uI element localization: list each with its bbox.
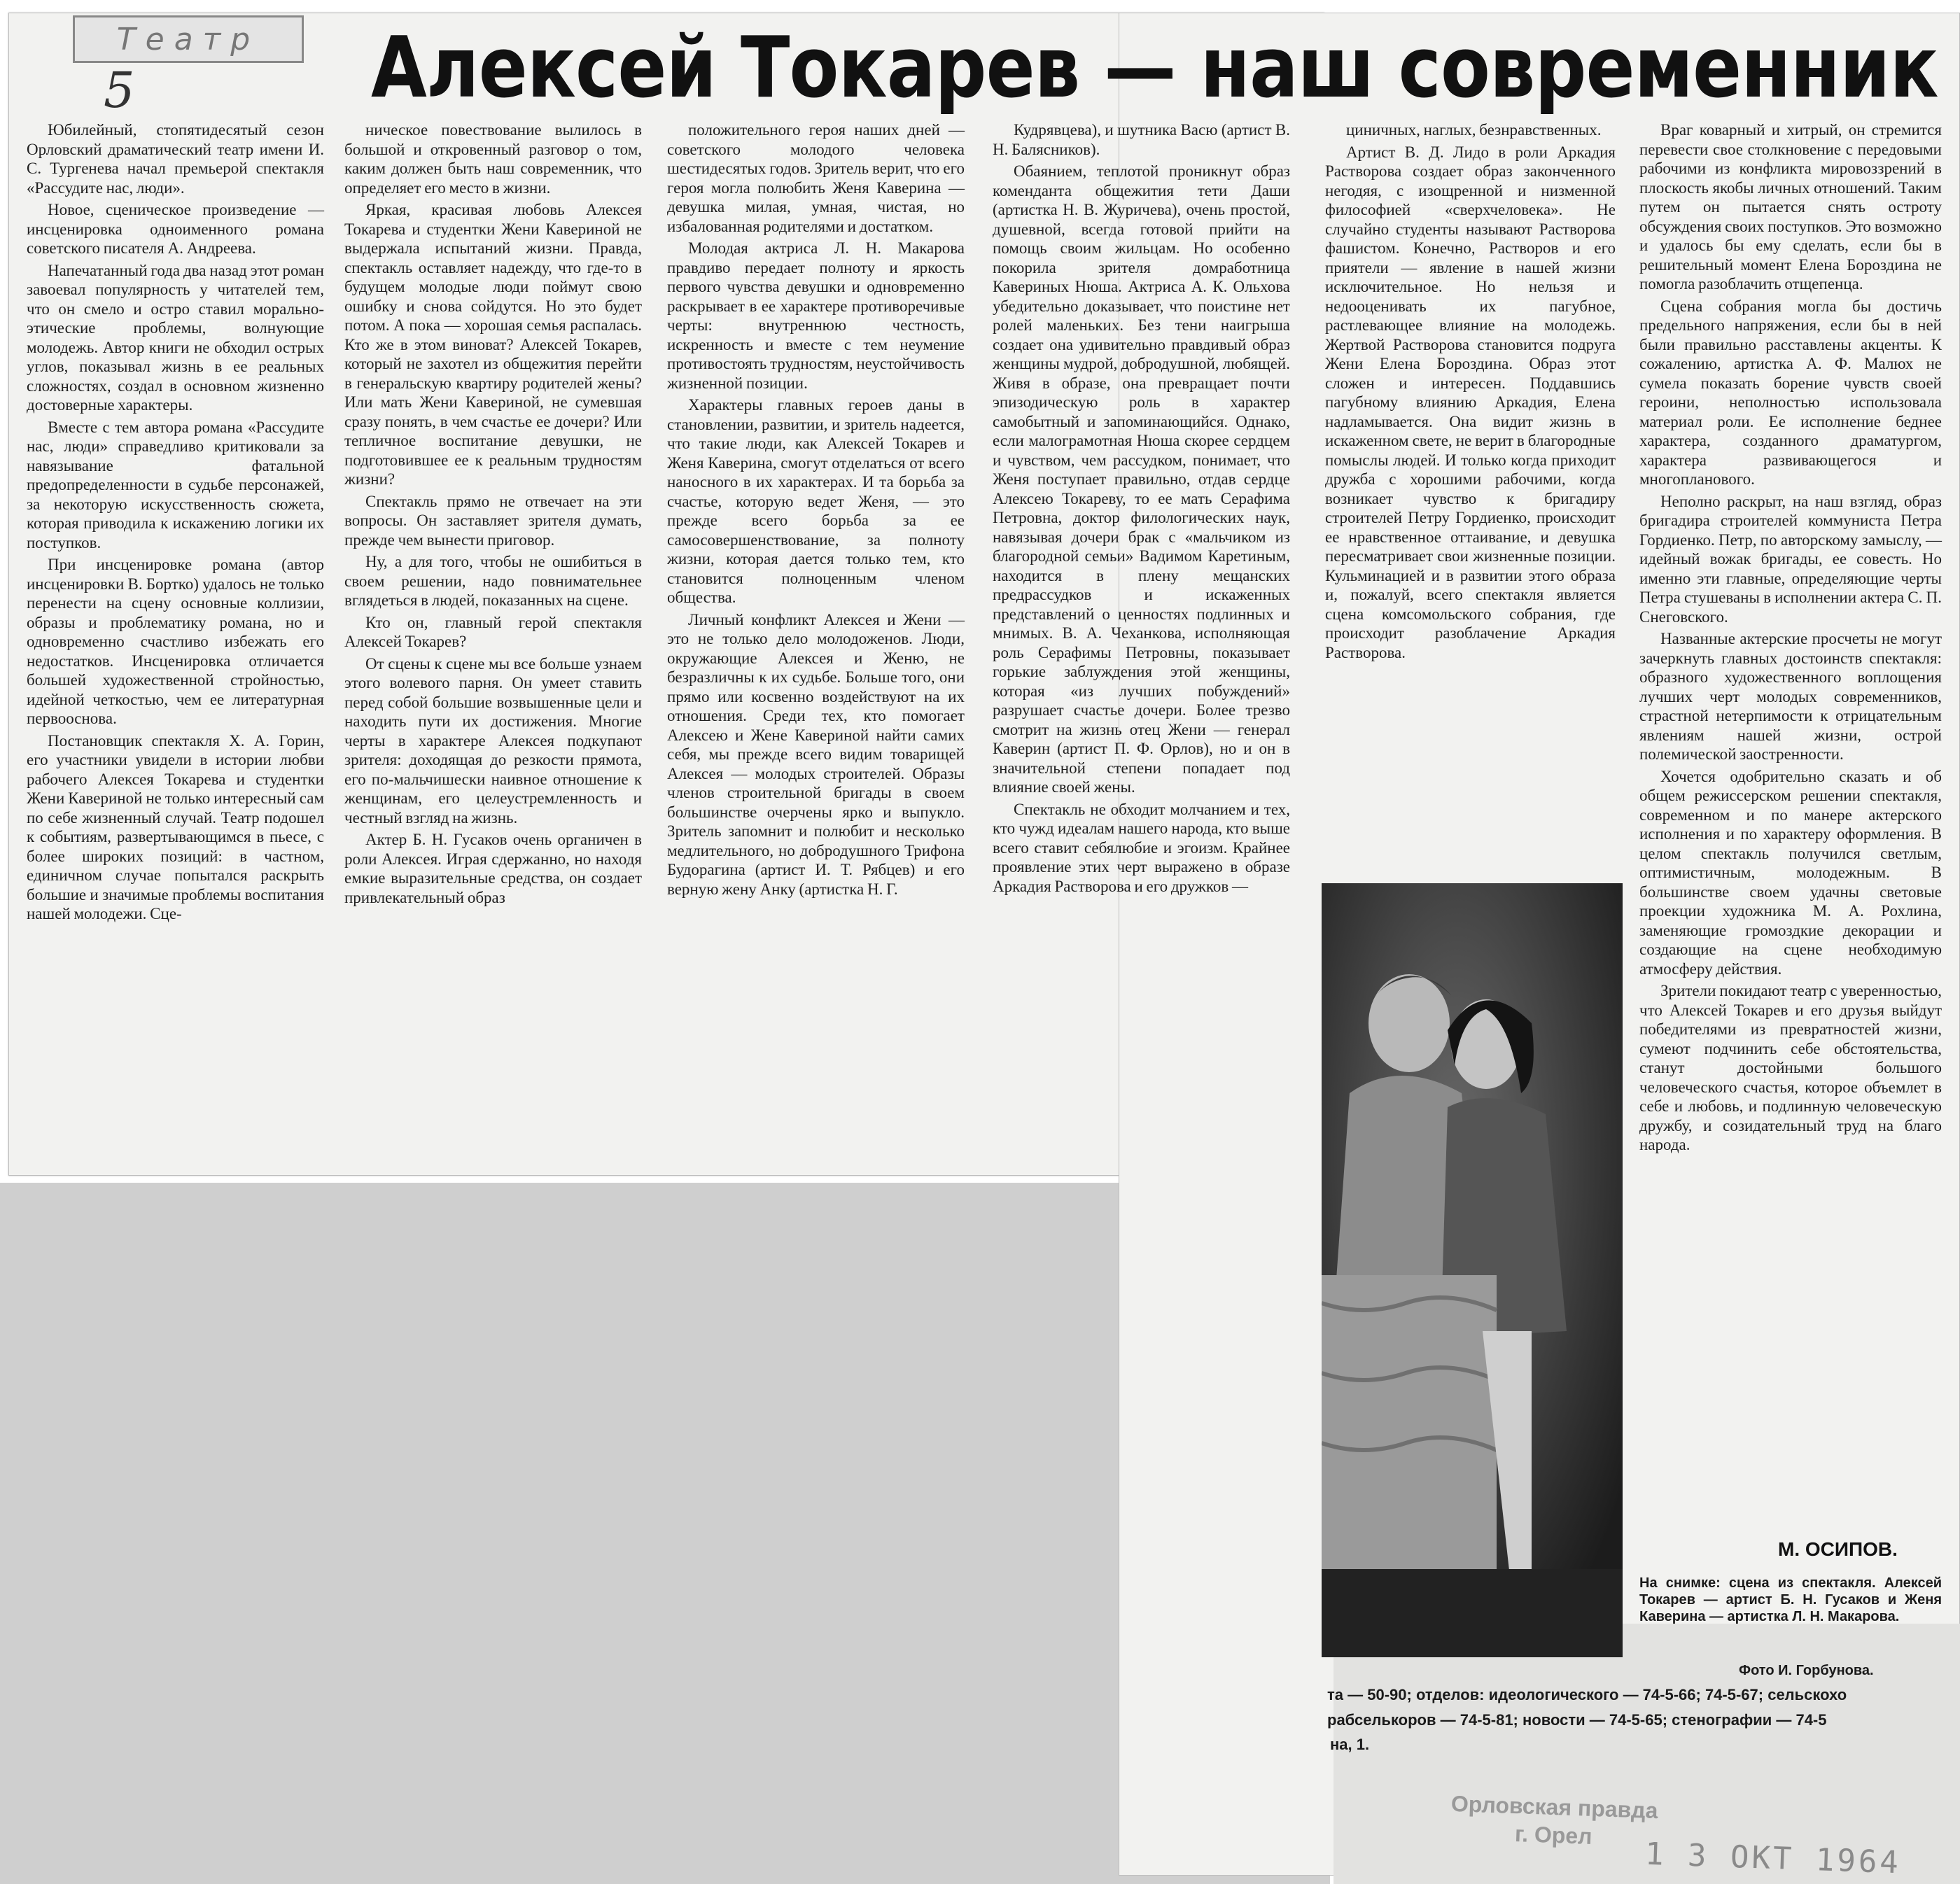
stamp-line-1: Орловская правда [1450,1790,1659,1824]
article-paragraph: Юбилейный, стопятидесятый сезон Орловский драматический театр имени И. С. Тургенева начал премьерой спектакля «Рассудите нас, люди». [27,121,324,197]
article-paragraph: Сцена собрания могла бы достичь предельного напряжения, если бы в ней были правильно расставлены акценты. К сожалению, артистка А. Ф. Малюх не сумела показать борение чувств своей героини, неполностью использовала материал роли. Ее исполнение беднее характера, созданного драматургом, характера развивающегося и многопланового. [1639,297,1942,488]
article-paragraph: Ну, а для того, чтобы не ошибиться в своем решении, надо повнимательнее вглядеться в людей, показанных на сцене. [344,553,642,609]
article-column-6 [1639,120,1942,1562]
article-paragraph: циничных, наглых, безнравственных. [1346,121,1602,139]
article-paragraph: Новое, сценическое произведение — инсценировка одноименного романа советского писателя А. Андреева. [27,201,324,257]
article-photo [1322,883,1623,1657]
article-paragraph: Вместе с тем автора романа «Рассудите нас, люди» справедливо критиковали за навязывание фатальной предопределенности в судьбе персонажей, за некоторую искусственность сюжета, которая приводила к искажению логики их поступков. [27,418,324,551]
article-paragraph: Хочется одобрительно сказать и об общем режиссерском решении спектакля, современном и по манере актерского исполнения и по характеру оформления. В целом спектакль получился светлым, оптимистичным, молодежным. В большинстве своем удачны световые проекции художника М. А. Рохлина, заменяющие громоздкие декорации и создающие на сцене необходимую атмосферу действия. [1639,767,1942,978]
article-paragraph: Яркая, красивая любовь Алексея Токарева и студентки Жени Кавериной не выдержала испытаний жизни. Правда, спектакль оставляет надежду, что где-то в будущем молодые люди поймут свою ошибку и снова сойдутся. Но это будет потом. А пока — хорошая семья распалась. Кто же в этом виноват? Алексей Токарев, который не захотел из общежития перейти в генеральскую квартиру родителей жены? Или мать Жени Кавериной, не сумевшая сразу понять, в чем счастье ее дочери? Или тепличное воспитание девушки, не подготовившее ее к реальным трудностям жизни? [344,201,642,488]
article-paragraph: Артист В. Д. Лидо в роли Аркадия Растворова создает образ законченного негодяя, с изощренной и низменной философией «сверхчеловека». Не случайно студенты называют Растворова фашистом. Конечно, Растворов и его приятели — явление в нашей жизни исключительное. Но нельзя и недооценивать их пагубное, растлевающее влияние на молодежь. Жертвой Растворова становится подруга Жени Елена Бороздина. Образ этот сложен и интересен. Поддавшись пагубному влиянию Аркадия, Елена надламывается. Она видит жизнь в искаженном свете, не верит в благородные помыслы людей. И только когда приходит дружба с хорошими рабочими, когда возникает чувство к бригадиру строителей Петру Гордиенко, происходит ее нравственное оттаивание, и девушка пересматривает свои жизненные позиции. Кульминацией и в развитии этого образа и, пожалуй, всего спектакля является сцена комсомольского собрания, где происходит разоблачение Аркадия Растворова. [1325,143,1616,661]
author-signature: М. ОСИПОВ. [1778,1538,1898,1560]
article-paragraph: Характеры главных героев даны в становлении, развитии, и зритель надеется, что такие люди, как Алексей Токарев и Женя Каверина, смогут отделаться от всего наносного в их характерах. И та борьба за счастье, которую ведет Женя, — это прежде всего борьба за ее самосовершенствование, за полноту жизни, которая дается только тем, кто становится полноценным членом общества. [667,396,965,606]
article-paragraph: Актер Б. Н. Гусаков очень органичен в роли Алексея. Играя сдержанно, но находя емкие выразительные средства, он создает привлекательный образ [344,831,642,906]
tablecloth [1322,1275,1497,1569]
article-paragraph: положительного героя наших дней — советского молодого человека шестидесятых годов. Зритель верит, что его героя могла полюбить Женя Каверина — девушка милая, умная, чистая, но избалованная родителями и достатком. [667,121,965,235]
article-column-2 [344,120,642,1163]
article-paragraph: При инсценировке романа (автор инсценировки В. Бортко) удалось не только перенести на сцену основные коллизии, образы и проблематику романа, но и одновременно счастливо избежать его недостатков. Инсценировка отличается большей художественной стройностью, идейной четкостью, чем ее литературная первооснова. [27,556,324,727]
stamp-line-2: г. Орел [1514,1821,1593,1849]
article-paragraph: Неполно раскрыт, на наш взгляд, образ бригадира строителей коммуниста Петра Гордиенко. Петр, по авторскому замыслу, — идейный вожак бригады, ее совесть. Но именно эти главные, определяющие черты Петра стушеваны в исполнении актера С. П. Снеговского. [1639,492,1942,626]
article-column-5 [1325,120,1616,862]
article-paragraph: Кудрявцева), и шутника Васю (артист В. Н. Балясников). [993,121,1290,158]
article-headline: Алексей Токарев — наш современник [371,20,1938,117]
editorial-phones [1327,1682,1957,1733]
article-column-3 [667,120,965,1163]
article-column-4 [993,120,1290,1163]
phones-line-1: та — 50-90; отделов: идеологического — 74-5-66; 74-5-67; сельскохо [1327,1686,1847,1703]
handwritten-number: 5 [104,62,135,119]
article-column-1 [27,120,324,1163]
article-paragraph: Напечатанный года два назад этот роман завоевал популярность у читателей тем, что он смело и остро ставил морально-этические проблемы, волнующие молодежь. Автор книги не обходил острых углов, показывал жизнь в ее реальных сложностях, создал в основном жизненно достоверные характеры. [27,261,324,414]
article-paragraph: От сцены к сцене мы все больше узнаем этого волевого парня. Он умеет ставить перед собой большие возвышенные цели и находить пути их достижения. Многие черты в характере Алексея подкупают зрителя: доходящая до резкости прямота, его по-мальчишески наивное отношение к женщинам, его целеустремленность и честный взгляд на жизнь. [344,654,642,827]
editorial-address: на, 1. [1330,1736,1370,1753]
article-paragraph: Кто он, главный герой спектакля Алексей Токарев? [344,613,642,650]
article-paragraph: Молодая актриса Л. Н. Макарова правдиво передает полноту и яркость первого чувства девушки и одновременно раскрывает в ее характере противоречивые черты: внутреннюю честность, искренность и вместе с тем неумение противостоять трудностям, неустойчивость жизненной позиции. [667,239,965,392]
date-stamp: 1 3 ОКТ 1964 [1644,1836,1902,1881]
article-paragraph: Зрители покидают театр с уверенностью, что Алексей Токарев и его друзья выйдут победителями из превратностей жизни, сумеют подчинить себе обстоятельства, станут достойными большого человеческого счастья, которое объемлет в себе и любовь, и подлинную человеческую дружбу, и созидательный труд на благо народа. [1639,982,1942,1153]
section-rubric: Театр [73,15,304,63]
article-paragraph: Обаянием, теплотой проникнут образ коменданта общежития тети Даши (артистка Н. В. Журичева), очень простой, душевной, всегда готовой прийти на помощь своим жильцам. Но особенно покорила зрителя домработница Кавериных Нюша. Актриса А. К. Ольхова убедительно доказывает, что поистине нет ролей маленьких. Без тени наигрыша создает она удивительно правдивый образ женщины мудрой, добродушной, любящей. Живя в образе, она превращает почти эпизодическую роль в характер самобытный и запоминающийся. Однако, если малограмотная Нюша скорее сердцем и чувством, чем рассудком, понимает, что Женя поступает правильно, отдав сердце Алексею Токареву, то ее мать Серафима Петровна, доктор филологических наук, навязывая дочери брак с «мальчиком из благородной семьи» Вадимом Каретиным, находится в плену мещанских предрассудков и искаженных представлений о ценностях подлинных и мнимых. В. А. Чеханкова, исполняющая роль Серафимы Петровны, показывает горькие заблуждения этой женщины, которая «из лучших побуждений» разрушает счастье дочери. Более трезво смотрит на жизнь отец Жени — генерал Каверин (артист П. Ф. Орлов), но и он в значительной степени попадает под влияние своей жены. [993,162,1290,796]
article-paragraph: ническое повествование вылилось в большой и откровенный разговор о том, каким должен быть наш современник, что определяет его место в жизни. [344,121,642,197]
article-paragraph: Спектакль не обходит молчанием и тех, кто чужд идеалам нашего народа, кто выше всего ставит себялюбие и эгоизм. Крайнее проявление этих черт выражено в образе Аркадия Растворова и его дружков — [993,800,1290,895]
article-paragraph: Враг коварный и хитрый, он стремится перевести свое столкновение с передовыми рабочими из конфликта мировоззрений в плоскость якобы личных отношений. Таким путем он пытается снять остроту обсуждения своих поступков. Это возможно и удалось бы ему сделать, если бы в решительный момент Елена Бороздина не помогла разоблачить отщепенца. [1639,121,1942,293]
photo-caption: На снимке: сцена из спектакля. Алексей Токарев — артист Б. Н. Гусаков и Женя Каверина — артистка Л. Н. Макарова. [1639,1575,1942,1624]
photo-scene [1322,883,1623,1657]
article-paragraph: Спектакль прямо не отвечает на эти вопросы. Он заставляет зрителя думать, прежде чем вынести приговор. [344,492,642,549]
photo-credit: Фото И. Горбунова. [1739,1663,1874,1678]
article-paragraph: Названные актерские просчеты не могут зачеркнуть главных достоинств спектакля: образного художественного воплощения лучших черт молодых современников, страстной нетерпимости к отрицательным явлениям нашей жизни, острой полемической заостренности. [1639,630,1942,763]
man-head [1368,974,1450,1072]
phones-line-2: рабселькоров — 74-5-81; новости — 74-5-65; стенографии — 74-5 [1327,1711,1827,1729]
article-paragraph: Личный конфликт Алексея и Жени — это не только дело молодоженов. Люди, окружающие Алексея и Женю, не безразличны к их судьбе. Больше того, они прямо или косвенно воздействуют на их отношения. Среди тех, кто помогает Алексею и Жене Кавериной найти самих себя, мы прежде всего видим товарищей Алексея — молодых строителей. Образы членов строительной бригады в своем большинстве очерчены ярко и выпукло. Зритель запомнит и полюбит и несколько медлительного, но добродушного Трифона Будорагина (артист И. Т. Рябцев) и его верную жену Анку (артистка Н. Г. [667,610,965,898]
article-paragraph: Постановщик спектакля Х. А. Горин, его участники увидели в истории любви рабочего Алексея Токарева и студентки Жени Кавериной не только интересный сам по себе жизненный случай. Театр подошел к событиям, развертывающимся в пьесе, с более широких позиций: в частном, единичном случае попытался раскрыть большие и значимые проблемы воспитания нашей молодежи. Сце- [27,731,324,922]
